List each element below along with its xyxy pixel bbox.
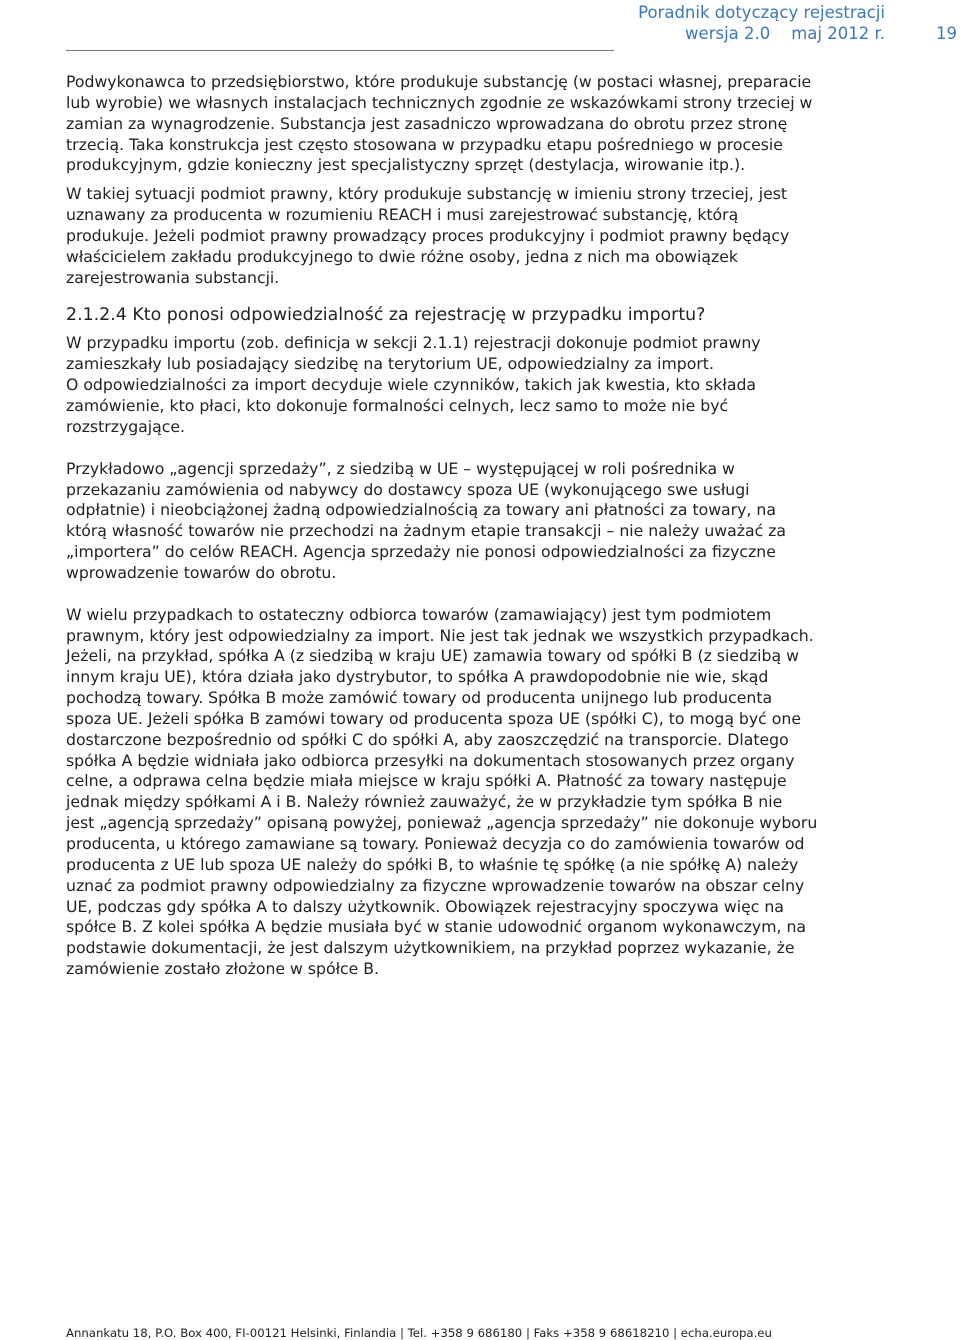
header-title-line1: Poradnik dotyczący rejestracji (638, 3, 885, 22)
section-heading-import-responsibility: 2.1.2.4 Kto ponosi odpowiedzialność za rejestrację w przypadku importu? (66, 305, 706, 326)
document-header-title (560, 2, 885, 44)
document-footer-address: Annankatu 18, P.O. Box 400, FI-00121 Helsinki, Finlandia | Tel. +358 9 686180 | Faks +358 9 68618210 | echa.europa.eu (66, 1326, 772, 1340)
paragraph-sales-agency-example: Przykładowo „agencji sprzedaży”, z siedzibą w UE – występującej w roli pośrednika w przekazaniu zamówienia od nabywcy do dostawcy spoza UE (wykonującego swe usługi odpłatnie) i nieobciążonej żadną odpowiedzialnością za towary ani płatności za towary, na którą własność towarów nie przechodzi na żadnym etapie transakcji – nie należy uważać za „importera” do celów REACH. Agencja sprzedaży nie ponosi odpowiedzialności za fizyczne wprowadzenie towarów do obrotu. (66, 458, 787, 582)
paragraph-subcontractor-definition: Podwykonawca to przedsiębiorstwo, które produkuje substancję (w postaci własnej, preparacie lub wyrobie) we własnych instalacjach technicznych zgodnie ze wskazówkami strony trzeciej w zamian za wynagrodzenie. Substancja jest zasadniczo wprowadzana do obrotu przez stronę trzecią. Taka konstrukcja jest często stosowana w przypadku etapu pośredniego w procesie produkcyjnym, gdzie konieczny jest specjalistyczny sprzęt (destylacja, wirowanie itp.). (66, 72, 813, 175)
document-body (66, 72, 946, 980)
paragraph-import-registration: W przypadku importu (zob. definicja w sekcji 2.1.1) rejestracji dokonuje podmiot prawny zamieszkały lub posiadający siedzibę na terytorium UE, odpowiedzialny za import. O odpowiedzialności za import decyduje wiele czynników, takich jak kwestia, kto składa zamówienie, kto płaci, kto dokonuje formalności celnych, lecz samo to może nie być rozstrzygające. (66, 333, 761, 436)
header-title-line2: wersja 2.0 maj 2012 r. (685, 24, 885, 43)
page-number: 19 (936, 24, 957, 43)
header-divider (66, 50, 614, 51)
paragraph-manufacturer-status: W takiej sytuacji podmiot prawny, który produkuje substancję w imieniu strony trzeciej, jest uznawany za producenta w rozumieniu REACH i musi zarejestrować substancję, którą produkuje. Jeżeli podmiot prawny prowadzący proces produkcyjny i podmiot prawny będący właścicielem zakładu produkcyjnego to dwie różne osoby, jedna z nich ma obowiązek zarejestrowania substancji. (66, 184, 790, 287)
paragraph-company-example: W wielu przypadkach to ostateczny odbiorca towarów (zamawiający) jest tym podmiotem prawnym, który jest odpowiedzialny za import. Nie jest tak jednak we wszystkich przypadkach. Jeżeli, na przykład, spółka A (z siedzibą w kraju UE) zamawia towary od spółki B (z siedzibą w innym kraju UE), która działa jako dystrybutor, to spółka A prawdopodobnie nie wie, skąd pochodzą towary. Spółka B może zamówić towary od producenta unijnego lub producenta spoza UE. Jeżeli spółka B zamówi towary od producenta spoza UE (spółki C), to mogą być one dostarczone bezpośrednio od spółki C do spółki A, aby zaoszczędzić na transporcie. Dlatego spółka A będzie widniała jako odbiorca przesyłki na dokumentach stosowanych przez organy celne, a odprawa celna będzie miała miejsce w kraju spółki A. Płatność za towary następuje jednak między spółkami A i B. Należy również zauważyć, że w przykładzie tym spółka B nie jest „agencją sprzedaży” opisaną powyżej, ponieważ „agencja sprzedaży” nie dokonuje wyboru producenta, u którego zamawiane są towary. Ponieważ decyzja co do zamówienia towarów od producenta z UE lub spoza UE należy do spółki B, to właśnie tę spółkę (a nie spółkę A) należy uznać za podmiot prawny odpowiedzialny za fizyczne wprowadzenie towarów na obszar celny UE, podczas gdy spółka A to dalszy użytkownik. Obowiązek rejestracyjny spoczywa więc na spółce B. Z kolei spółka A będzie musiała być w stanie udowodnić organom wykonawczym, na podstawie dokumentacji, że jest dalszym użytkownikiem, na przykład poprzez wykazanie, że zamówienie zostało złożone w spółce B. (66, 604, 818, 979)
